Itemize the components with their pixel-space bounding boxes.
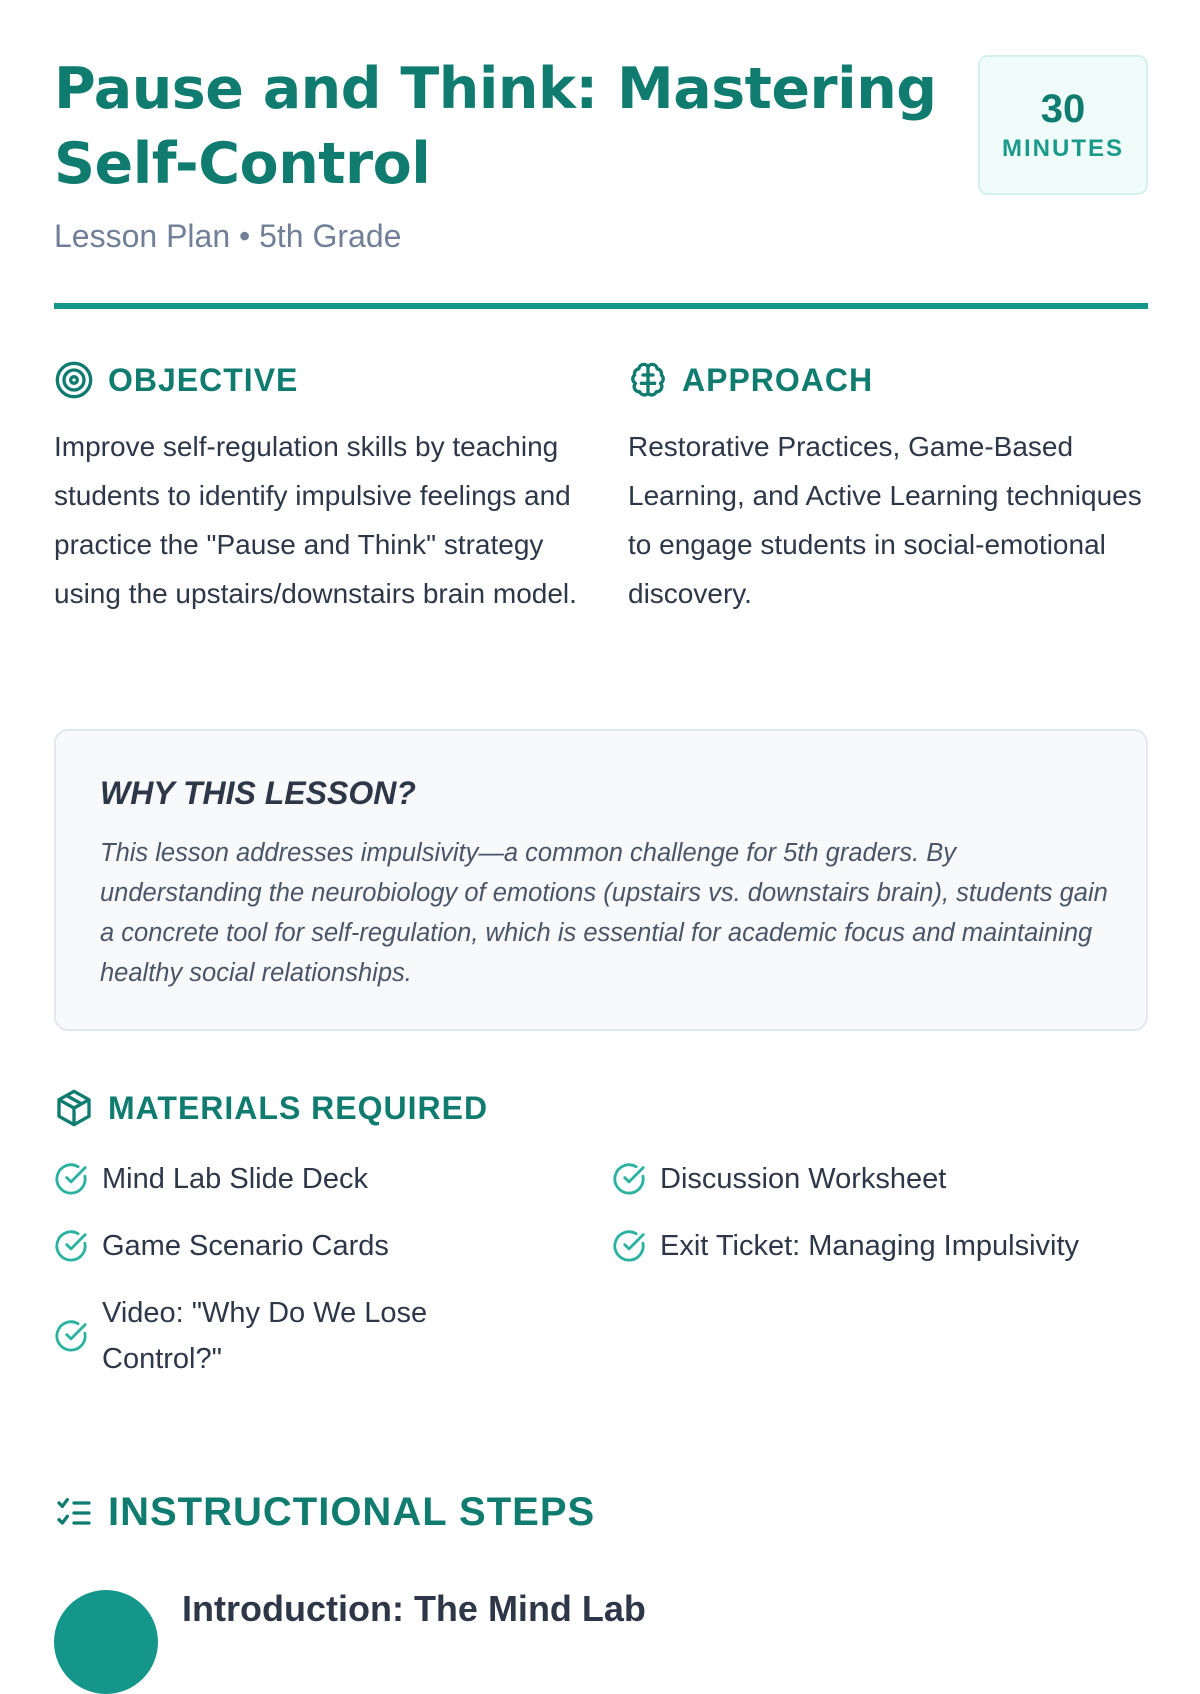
approach-text: Restorative Practices, Game-Based Learning, and Active Learning techniques to engage students in social-emotional discovery. — [628, 431, 1142, 609]
duration-value: 30 — [1040, 87, 1086, 131]
objective-heading-label: OBJECTIVE — [108, 361, 299, 398]
why-text: This lesson addresses impulsivity—a common challenge for 5th graders. By understanding the neurobiology of emotions (upstairs vs. downstairs brain), students gain a concrete tool for self-regulation, which is essential for academic focus and maintaining healthy social relationships. — [100, 839, 1108, 987]
steps-heading — [54, 1490, 595, 1535]
check-circle-icon — [612, 1162, 646, 1196]
approach-heading-label: APPROACH — [682, 361, 874, 398]
check-circle-icon — [54, 1229, 88, 1263]
page-subtitle: Lesson Plan • 5th Grade — [54, 218, 402, 254]
step-title: Introduction: The Mind Lab — [182, 1588, 646, 1629]
material-item — [54, 1290, 514, 1382]
approach-heading — [628, 360, 873, 400]
material-item — [54, 1156, 368, 1202]
material-item — [612, 1156, 946, 1202]
material-label: Exit Ticket: Managing Impulsivity — [660, 1230, 1080, 1262]
brain-icon — [628, 360, 668, 400]
objective-text: Improve self-regulation skills by teaching students to identify impulsive feelings and practice the "Pause and Think" strategy using the upstairs/downstairs brain model. — [54, 431, 577, 609]
header-divider — [54, 303, 1148, 309]
list-checks-icon — [54, 1493, 94, 1533]
material-item — [54, 1223, 389, 1269]
material-label: Game Scenario Cards — [102, 1230, 389, 1262]
step-number-circle — [54, 1590, 158, 1694]
duration-unit: MINUTES — [1002, 135, 1124, 162]
materials-heading-label: MATERIALS REQUIRED — [108, 1089, 489, 1126]
material-item — [612, 1223, 1079, 1269]
why-title: WHY THIS LESSON? — [100, 775, 416, 811]
material-label: Mind Lab Slide Deck — [102, 1163, 368, 1195]
material-label: Video: "Why Do We Lose Control?" — [102, 1297, 428, 1375]
duration-badge — [978, 55, 1148, 195]
package-icon — [54, 1088, 94, 1128]
target-icon — [54, 360, 94, 400]
check-circle-icon — [54, 1319, 88, 1353]
check-circle-icon — [54, 1162, 88, 1196]
lesson-header — [54, 52, 1148, 302]
page-title: Pause and Think: Mastering Self-Control — [54, 56, 937, 197]
why-this-lesson-callout — [54, 729, 1148, 1031]
check-circle-icon — [612, 1229, 646, 1263]
material-label: Discussion Worksheet — [660, 1163, 947, 1195]
materials-heading — [54, 1088, 488, 1128]
objective-heading — [54, 360, 298, 400]
steps-heading-label: INSTRUCTIONAL STEPS — [108, 1490, 596, 1534]
